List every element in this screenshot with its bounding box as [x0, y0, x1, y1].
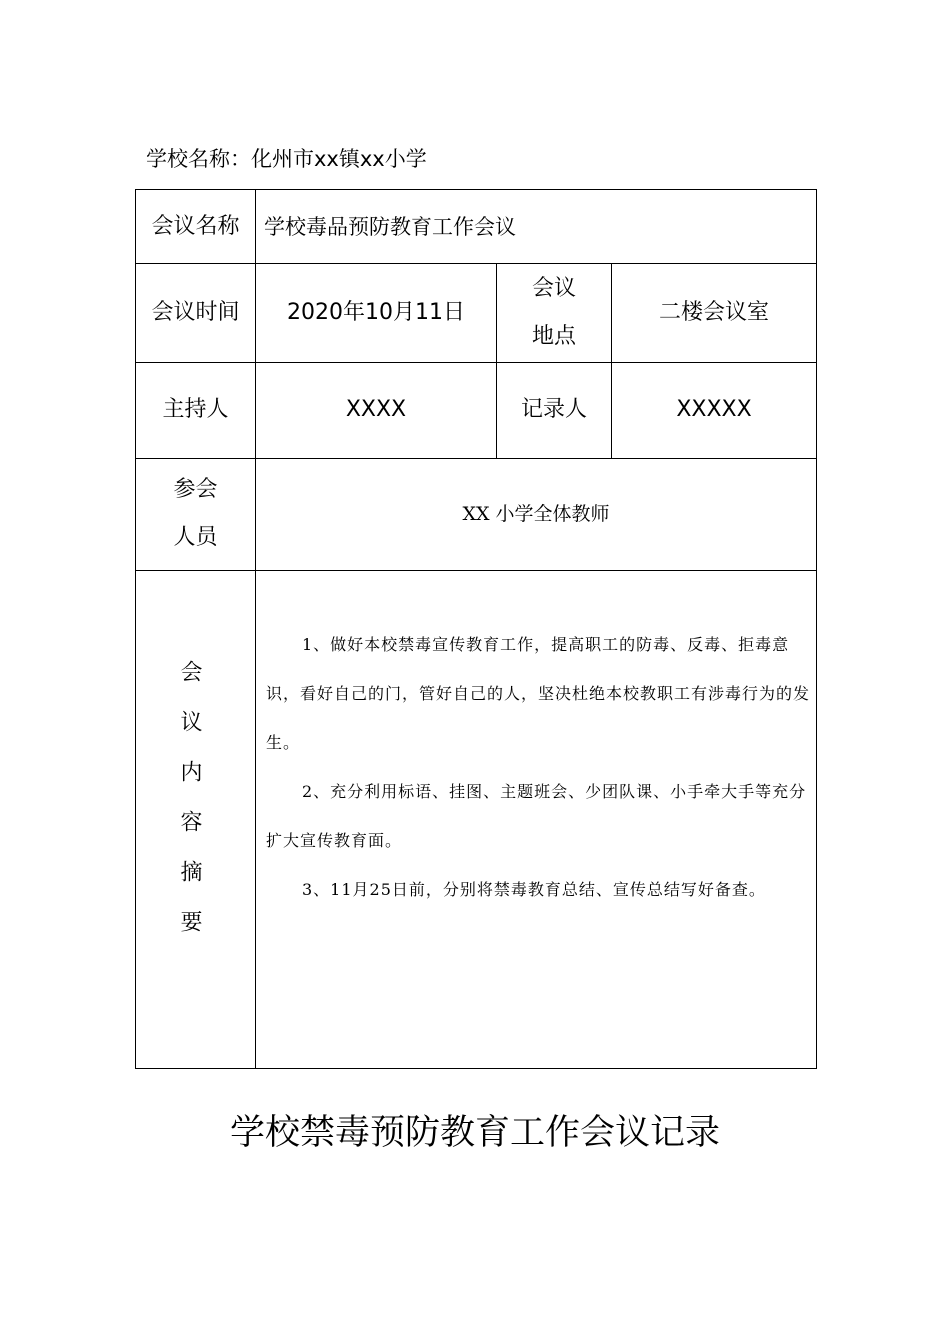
document-title: 学校禁毒预防教育工作会议记录 — [229, 1113, 720, 1153]
summary-paragraph: 2、充分利用标语、挂图、主题班会、少团队课、小手牵大手等充分扩大宣传教育面。 — [266, 782, 807, 850]
host-value: XXXX — [345, 397, 407, 422]
meeting-time-label: 会议时间 — [151, 299, 240, 325]
location-value: 二楼会议室 — [658, 299, 769, 325]
recorder-value: XXXXX — [676, 397, 752, 422]
host-label: 主持人 — [162, 397, 229, 422]
meeting-name-value: 学校毒品预防教育工作会议 — [264, 214, 516, 239]
recorder-label: 记录人 — [520, 397, 587, 422]
summary-paragraph: 3、11月25日前，分别将禁毒教育总结、宣传总结写好备查。 — [302, 880, 766, 899]
summary-content — [266, 620, 811, 914]
summary-row — [136, 570, 816, 1068]
meeting-record-table — [135, 189, 817, 1069]
meeting-name-label: 会议名称 — [151, 213, 240, 239]
summary-label: 会议内容摘要 — [177, 660, 202, 960]
participants-value: XX 小学全体教师 — [462, 503, 610, 525]
summary-paragraph: 1、做好本校禁毒宣传教育工作，提高职工的防毒、反毒、拒毒意识，看好自己的门，管好自己的人，坚决杜绝本校教职工有涉毒行为的发生。 — [266, 635, 811, 752]
participants-label: 参会 人员 — [173, 477, 218, 550]
location-label: 会议 地点 — [531, 275, 576, 349]
school-name-line: 学校名称：化州市xx镇xx小学 — [146, 147, 427, 171]
meeting-time-value: 2020年10月11日 — [287, 299, 465, 325]
